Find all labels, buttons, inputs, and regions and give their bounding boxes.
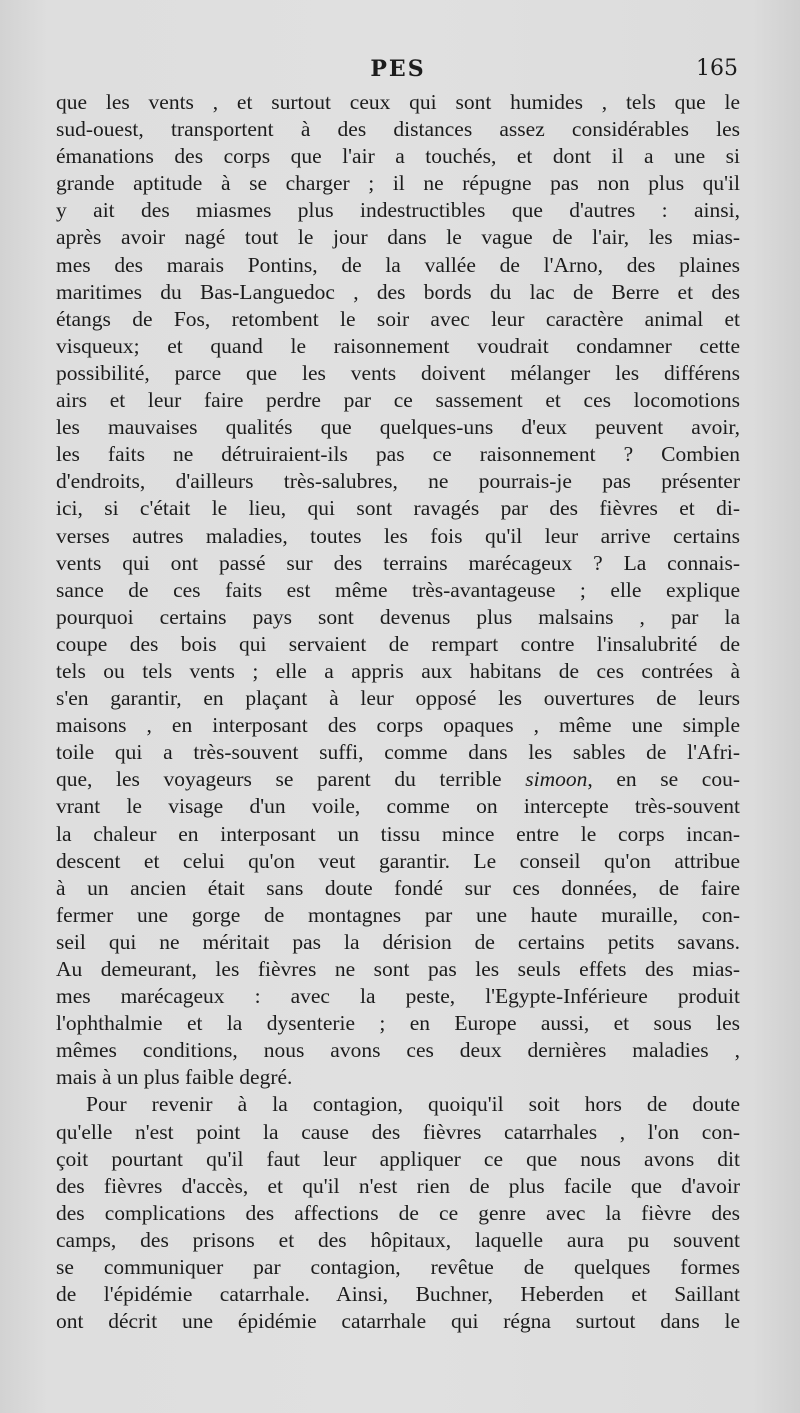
text-line: coupe des bois qui servaient de rempart contre l'insalubrité de: [56, 631, 740, 656]
text-line: que, les voyageurs se parent du terrible simoon, en se cou-: [56, 767, 741, 792]
text-line: camps, des prisons et des hôpitaux, laquelle aura pu souvent: [56, 1227, 740, 1252]
text-line: l'ophthalmie et la dysenterie ; en Europe aussi, et sous les: [56, 1011, 740, 1036]
text-line: après avoir nagé tout le jour dans le vague de l'air, les mias-: [56, 225, 740, 250]
text-line: fermer une gorge de montagnes par une haute muraille, con-: [56, 902, 740, 927]
text-line: mais à un plus faible degré.: [56, 1065, 293, 1090]
text-line: verses autres maladies, toutes les fois qu'il leur arrive certains: [56, 523, 740, 548]
text-line: sud-ouest, transportent à des distances assez considérables les: [56, 117, 740, 142]
text-line: qu'elle n'est point la cause des fièvres catarrhales , l'on con-: [56, 1119, 740, 1144]
text-line: maritimes du Bas-Languedoc , des bords du lac de Berre et des: [56, 279, 740, 304]
text-line: se communiquer par contagion, revêtue de quelques formes: [56, 1255, 740, 1280]
text-line: la chaleur en interposant un tissu mince entre le corps incan-: [56, 821, 740, 846]
text-line: que les vents , et surtout ceux qui sont humides , tels que le: [56, 90, 740, 114]
text-line: les mauvaises qualités que quelques-uns d'eux peuvent avoir,: [56, 415, 740, 440]
text-line: y ait des miasmes plus indestructibles que d'autres : ainsi,: [56, 198, 740, 223]
text-line: pourquoi certains pays sont devenus plus malsains , par la: [56, 604, 740, 629]
text-line: Pour revenir à la contagion, quoiqu'il soit hors de doute: [86, 1092, 740, 1117]
text-line: étangs de Fos, retombent le soir avec leur caractère animal et: [56, 306, 740, 331]
text-line: mêmes conditions, nous avons ces deux dernières maladies ,: [56, 1038, 740, 1063]
text-line: s'en garantir, en plaçant à leur opposé les ouvertures de leurs: [56, 686, 740, 711]
text-line: toile qui a très-souvent suffi, comme dans les sables de l'Afri-: [56, 740, 740, 765]
page-header: [58, 56, 738, 90]
running-title: PES: [370, 56, 426, 82]
text-line: visqueux; et quand le raisonnement voudrait condamner cette: [56, 333, 740, 358]
text-line: vrant le visage d'un voile, comme on intercepte très-souvent: [56, 794, 740, 819]
text-line: des fièvres d'accès, et qu'il n'est rien de plus facile que d'avoir: [56, 1173, 740, 1198]
text-line: ont décrit une épidémie catarrhale qui régna surtout dans le: [56, 1309, 740, 1334]
text-line: maisons , en interposant des corps opaques , même une simple: [56, 713, 740, 738]
text-line: Au demeurant, les fièvres ne sont pas les seuls effets des mias-: [56, 957, 740, 981]
text-line: possibilité, parce que les vents doivent mélanger les différens: [56, 360, 740, 385]
text-line: descent et celui qu'on veut garantir. Le conseil qu'on attribue: [56, 848, 740, 873]
text-line: les faits ne détruiraient-ils pas ce raisonnement ? Combien: [56, 442, 740, 467]
text-line: de l'épidémie catarrhale. Ainsi, Buchner, Heberden et Saillant: [56, 1282, 740, 1307]
text-line: vents qui ont passé sur des terrains marécageux ? La connais-: [56, 550, 740, 575]
text-line: des complications des affections de ce genre avec la fièvre des: [56, 1200, 740, 1225]
text-line: ici, si c'était le lieu, qui sont ravagés par des fièvres et di-: [56, 496, 740, 521]
text-line: mes marécageux : avec la peste, l'Egypte-Inférieure produit: [56, 984, 740, 1009]
text-line: mes des marais Pontins, de la vallée de l'Arno, des plaines: [56, 252, 740, 277]
text-line: tels ou tels vents ; elle a appris aux habitans de ces contrées à: [56, 658, 740, 683]
text-line: d'endroits, d'ailleurs très-salubres, ne pourrais-je pas présenter: [56, 469, 740, 494]
text-line: émanations des corps que l'air a touchés, et dont il a une si: [56, 144, 740, 169]
text-line: airs et leur faire perdre par ce sassement et ces locomotions: [56, 388, 740, 413]
text-line: çoit pourtant qu'il faut leur appliquer ce que nous avons dit: [56, 1146, 740, 1171]
body-text: [56, 89, 740, 1335]
text-line: seil qui ne méritait pas la dérision de certains petits savans.: [56, 929, 740, 954]
text-line: sance de ces faits est même très-avantageuse ; elle explique: [56, 577, 740, 602]
text-line: grande aptitude à se charger ; il ne répugne pas non plus qu'il: [56, 171, 740, 196]
text-line: à un ancien était sans doute fondé sur ces données, de faire: [56, 875, 740, 900]
page-number: 165: [696, 56, 738, 81]
